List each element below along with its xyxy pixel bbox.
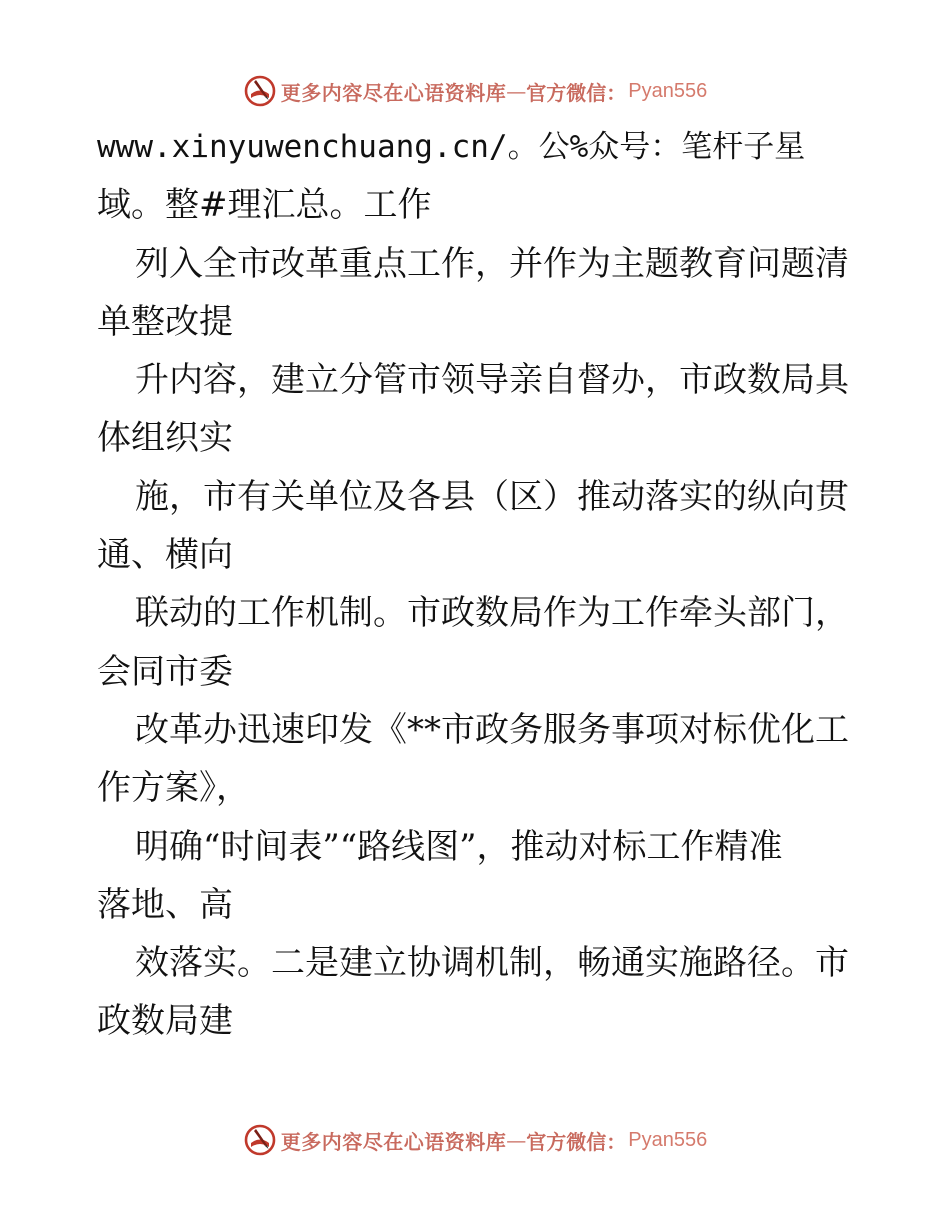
watermark-title: 更多内容尽在心语资料库 — [280, 80, 507, 105]
body-line: 通、横向 — [97, 535, 233, 576]
book-quill-logo-icon — [243, 1123, 277, 1157]
document-body — [97, 118, 857, 1051]
body-line: 落地、高 — [97, 884, 233, 925]
header-watermark — [0, 71, 950, 111]
watermark-title: 更多内容尽在心语资料库 — [280, 1129, 507, 1154]
body-line: 施，市有关单位及各县（区）推动落实的纵向贯 — [135, 476, 849, 517]
watermark-separator: — — [506, 1128, 527, 1152]
body-line: 明确“时间表”“路线图”，推动对标工作精准 — [135, 826, 783, 867]
watermark-wechat-label: 官方微信： — [526, 80, 627, 105]
watermark-wechat-id: Pyan556 — [628, 1128, 708, 1151]
body-line: 政数局建 — [97, 1001, 233, 1042]
body-line: 会同市委 — [97, 651, 233, 692]
body-line: 联动的工作机制。市政数局作为工作牵头部门， — [135, 593, 849, 634]
body-line: 效落实。二是建立协调机制，畅通实施路径。市 — [135, 943, 849, 984]
watermark-wechat-label: 官方微信： — [526, 1129, 627, 1154]
watermark-separator: — — [506, 79, 527, 103]
body-line: 改革办迅速印发《**市政务服务事项对标优化工 — [135, 709, 849, 750]
body-line: 作方案》， — [97, 768, 250, 809]
body-line: 单整改提 — [97, 301, 233, 342]
watermark-wechat-id: Pyan556 — [628, 79, 708, 102]
body-line: 升内容，建立分管市领导亲自督办，市政数局具 — [135, 360, 849, 401]
body-line: 域。整#理汇总。工作 — [97, 185, 432, 226]
body-line: 体组织实 — [97, 418, 233, 459]
body-line: www.xinyuwenchuang.cn/。公%众号：笔杆子星 — [97, 129, 806, 165]
body-line: 列入全市改革重点工作，并作为主题教育问题清 — [135, 243, 849, 284]
book-quill-logo-icon — [243, 74, 277, 108]
footer-watermark — [0, 1120, 950, 1160]
